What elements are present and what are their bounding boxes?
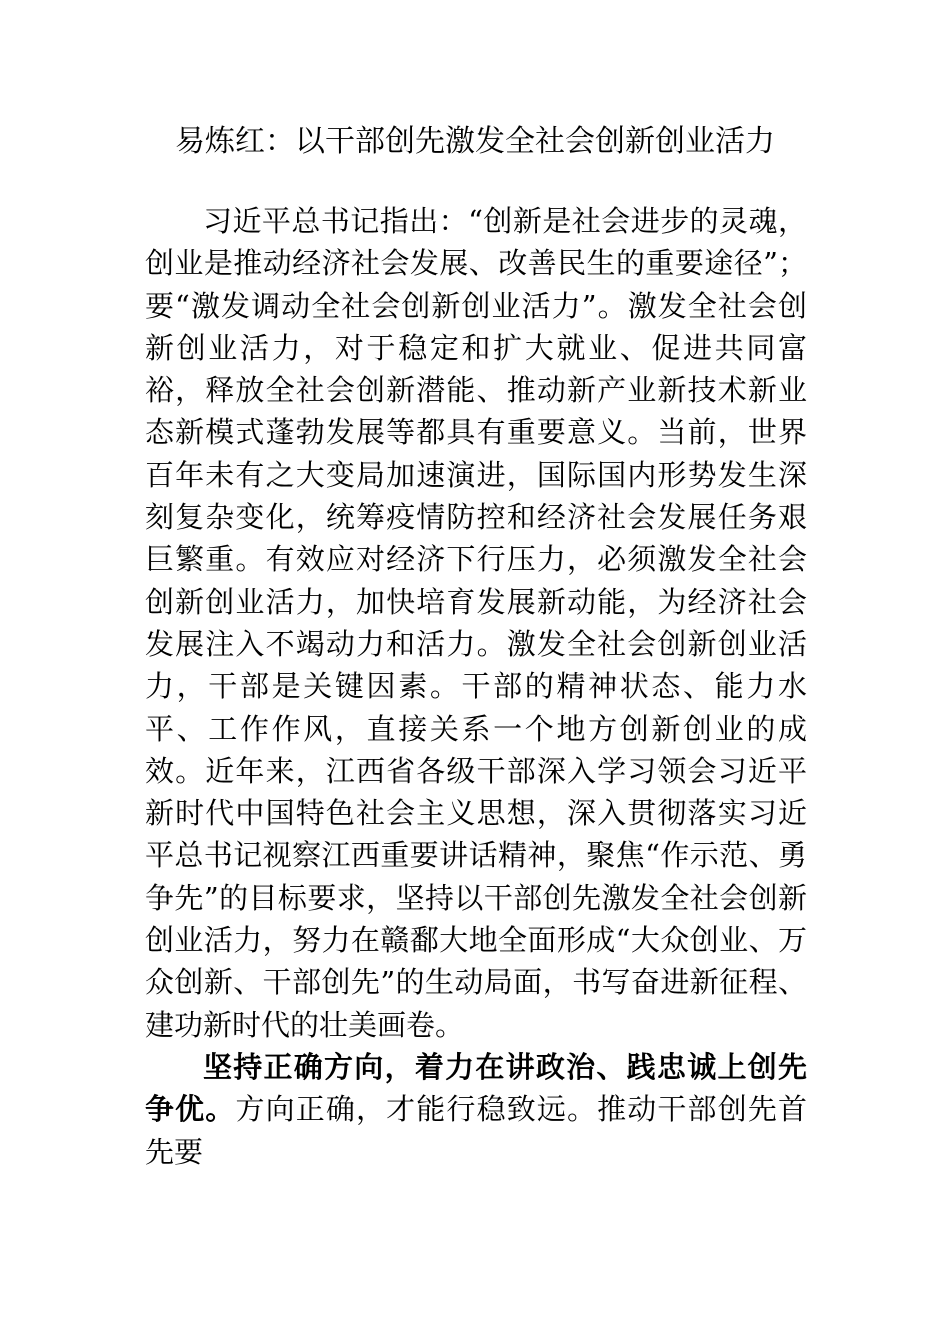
paragraph-text: 习近平总书记指出：“创新是社会进步的灵魂，创业是推动经济社会发展、改善民生的重要途径”；要“激发调动全社会创新创业活力”。激发全社会创新创业活力，对于稳定和扩大就业、促进共同富裕，释放全社会创新潜能、推动新产业新技术新业态新模式蓬勃发展等都具有重要意义。当前，世界百年未有之大变局加速演进，国际国内形势发生深刻复杂变化，统筹疫情防控和经济社会发展任务艰巨繁重。有效应对经济下行压力，必须激发全社会创新创业活力，加快培育发展新动能，为经济社会发展注入不竭动力和活力。激发全社会创新创业活力，干部是关键因素。干部的精神状态、能力水平、工作作风，直接关系一个地方创新创业的成效。近年来，江西省各级干部深入学习领会习近平新时代中国特色社会主义思想，深入贯彻落实习近平总书记视察江西重要讲话精神，聚焦“作示范、勇争先”的目标要求，坚持以干部创先激发全社会创新创业活力，努力在赣鄱大地全面形成“大众创业、万众创新、干部创先”的生动局面，书写奋进新征程、建功新时代的壮美画卷。 [145,204,807,1042]
paragraph-text: 方向正确，才能行稳致远。推动干部创先首先要 [145,1092,807,1169]
article-body [145,200,807,1173]
paragraph-intro [145,200,807,1046]
article-title: 易炼红：以干部创先激发全社会创新创业活力 [175,124,775,159]
paragraph-lead: 坚持正确方向，着力在讲政治、践忠诚上创先争优。 [145,1049,807,1127]
paragraph-direction [145,1046,807,1173]
